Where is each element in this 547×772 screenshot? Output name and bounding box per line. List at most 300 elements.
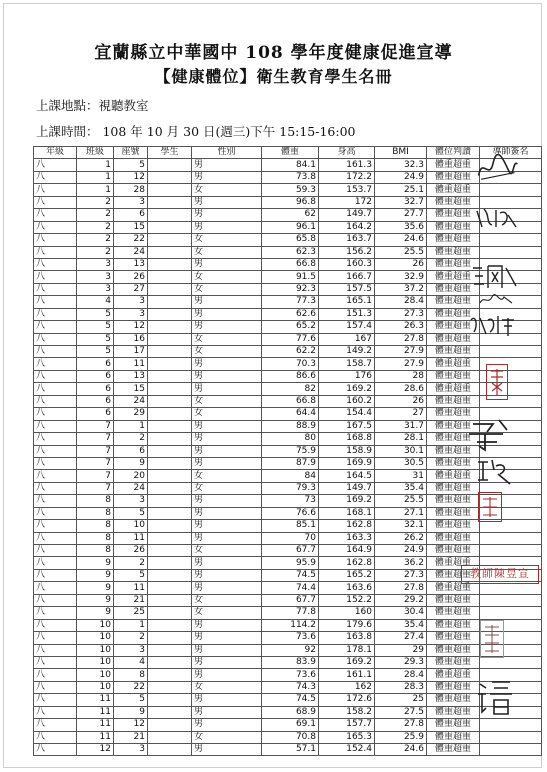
class-cell: 8: [77, 532, 114, 544]
seat-number-cell: 5: [114, 159, 148, 171]
class-cell: 6: [77, 395, 114, 407]
height-cell: 160.2: [319, 395, 375, 407]
body-type-cell: 體重超重: [427, 395, 480, 407]
weight-cell: 65.8: [262, 234, 319, 246]
seat-number-cell: 1: [114, 619, 148, 631]
weight-cell: 77.6: [262, 333, 319, 345]
body-type-cell: 體重超重: [427, 694, 480, 706]
body-type-cell: 體重超重: [427, 184, 480, 196]
weight-cell: 85.1: [262, 520, 319, 532]
student-name-cell: [148, 507, 192, 519]
seat-number-cell: 12: [114, 321, 148, 333]
bmi-cell: 26.2: [375, 532, 427, 544]
gender-cell: 男: [192, 171, 262, 183]
column-header: 體重: [262, 147, 319, 159]
height-cell: 162.8: [319, 557, 375, 569]
class-cell: 10: [77, 644, 114, 656]
body-type-cell: 體重超重: [427, 520, 480, 532]
handwritten-signature: [468, 312, 518, 342]
bmi-cell: 32.1: [375, 520, 427, 532]
grade-cell: 八: [34, 495, 77, 507]
body-type-cell: 體重超重: [427, 719, 480, 731]
grade-cell: 八: [34, 196, 77, 208]
grade-cell: 八: [34, 731, 77, 743]
gender-cell: 男: [192, 656, 262, 668]
height-cell: 163.7: [319, 234, 375, 246]
bmi-cell: 25.1: [375, 184, 427, 196]
student-name-cell: [148, 408, 192, 420]
height-cell: 152.2: [319, 594, 375, 606]
height-cell: 164.2: [319, 221, 375, 233]
student-name-cell: [148, 532, 192, 544]
gender-cell: 女: [192, 408, 262, 420]
weight-cell: 74.5: [262, 569, 319, 581]
grade-cell: 八: [34, 308, 77, 320]
bmi-cell: 30.4: [375, 607, 427, 619]
table-row: [34, 632, 542, 644]
class-cell: 3: [77, 271, 114, 283]
height-cell: 165.2: [319, 569, 375, 581]
body-type-cell: 體重超重: [427, 607, 480, 619]
bmi-cell: 26: [375, 258, 427, 270]
weight-cell: 73.6: [262, 632, 319, 644]
student-name-cell: [148, 744, 192, 756]
weight-cell: 66.8: [262, 258, 319, 270]
seal-stamp: [486, 364, 508, 400]
class-cell: 9: [77, 607, 114, 619]
weight-cell: 83.9: [262, 656, 319, 668]
bmi-cell: 26.3: [375, 321, 427, 333]
grade-cell: 八: [34, 333, 77, 345]
gender-cell: 女: [192, 346, 262, 358]
student-name-cell: [148, 706, 192, 718]
teacher-name-stamp: 教師陳昱宣: [461, 565, 539, 584]
bmi-cell: 24.9: [375, 171, 427, 183]
bmi-cell: 24.6: [375, 744, 427, 756]
gender-cell: 男: [192, 569, 262, 581]
class-cell: 5: [77, 333, 114, 345]
bmi-cell: 29.2: [375, 594, 427, 606]
student-name-cell: [148, 234, 192, 246]
table-row: [34, 607, 542, 619]
class-cell: 7: [77, 420, 114, 432]
gender-cell: 男: [192, 520, 262, 532]
column-header: 年級: [34, 147, 77, 159]
bmi-cell: 37.2: [375, 283, 427, 295]
grade-cell: 八: [34, 644, 77, 656]
seat-number-cell: 9: [114, 706, 148, 718]
column-header: 學生: [148, 147, 192, 159]
grade-cell: 八: [34, 520, 77, 532]
table-row: [34, 731, 542, 743]
table-row: [34, 258, 542, 270]
grade-cell: 八: [34, 582, 77, 594]
seat-number-cell: 20: [114, 470, 148, 482]
gender-cell: 男: [192, 383, 262, 395]
gender-cell: 男: [192, 321, 262, 333]
table-header: [34, 147, 542, 159]
weight-cell: 64.4: [262, 408, 319, 420]
height-cell: 164.9: [319, 545, 375, 557]
class-cell: 6: [77, 370, 114, 382]
weight-cell: 67.7: [262, 545, 319, 557]
weight-cell: 73: [262, 495, 319, 507]
class-cell: 7: [77, 482, 114, 494]
body-type-cell: 體重超重: [427, 582, 480, 594]
height-cell: 179.6: [319, 619, 375, 631]
body-type-cell: 體重超重: [427, 545, 480, 557]
class-cell: 2: [77, 209, 114, 221]
weight-cell: 86.6: [262, 370, 319, 382]
gender-cell: 女: [192, 271, 262, 283]
grade-cell: 八: [34, 321, 77, 333]
body-type-cell: 體重超重: [427, 594, 480, 606]
gender-cell: 男: [192, 420, 262, 432]
bmi-cell: 27.1: [375, 507, 427, 519]
height-cell: 163.6: [319, 582, 375, 594]
weight-cell: 68.9: [262, 706, 319, 718]
weight-cell: 73.6: [262, 669, 319, 681]
gender-cell: 男: [192, 258, 262, 270]
class-cell: 4: [77, 296, 114, 308]
grade-cell: 八: [34, 507, 77, 519]
seat-number-cell: 5: [114, 569, 148, 581]
gender-cell: 男: [192, 744, 262, 756]
gender-cell: 女: [192, 234, 262, 246]
class-cell: 10: [77, 632, 114, 644]
class-cell: 6: [77, 383, 114, 395]
teacher-signature-cell: [480, 234, 542, 246]
table-row: [34, 159, 542, 171]
seat-number-cell: 13: [114, 370, 148, 382]
seat-number-cell: 6: [114, 445, 148, 457]
body-type-cell: 體重超重: [427, 569, 480, 581]
height-cell: 166.7: [319, 271, 375, 283]
column-header: 導師簽名: [480, 147, 542, 159]
grade-cell: 八: [34, 346, 77, 358]
gender-cell: 女: [192, 184, 262, 196]
bmi-cell: 29.3: [375, 656, 427, 668]
grade-cell: 八: [34, 607, 77, 619]
weight-cell: 59.3: [262, 184, 319, 196]
seat-number-cell: 9: [114, 457, 148, 469]
height-cell: 151.3: [319, 308, 375, 320]
seat-number-cell: 27: [114, 283, 148, 295]
table-row: [34, 520, 542, 532]
body-type-cell: 體重超重: [427, 283, 480, 295]
class-cell: 1: [77, 171, 114, 183]
height-cell: 165.1: [319, 296, 375, 308]
student-name-cell: [148, 296, 192, 308]
table-row: [34, 271, 542, 283]
bmi-cell: 25.5: [375, 495, 427, 507]
bmi-cell: 27.8: [375, 719, 427, 731]
body-type-cell: 體重超重: [427, 383, 480, 395]
grade-cell: 八: [34, 457, 77, 469]
class-cell: 8: [77, 520, 114, 532]
student-name-cell: [148, 246, 192, 258]
gender-cell: 男: [192, 370, 262, 382]
bmi-cell: 28.4: [375, 669, 427, 681]
grade-cell: 八: [34, 184, 77, 196]
table-row: [34, 246, 542, 258]
weight-cell: 82: [262, 383, 319, 395]
weight-cell: 88.9: [262, 420, 319, 432]
gender-cell: 男: [192, 619, 262, 631]
gender-cell: 男: [192, 706, 262, 718]
class-cell: 2: [77, 234, 114, 246]
table-row: [34, 694, 542, 706]
bmi-cell: 27.3: [375, 308, 427, 320]
body-type-cell: 體重超重: [427, 171, 480, 183]
body-type-cell: 體重超重: [427, 532, 480, 544]
table-row: [34, 321, 542, 333]
body-type-cell: 體重超重: [427, 495, 480, 507]
body-type-cell: 體重超重: [427, 159, 480, 171]
height-cell: 157.5: [319, 283, 375, 295]
weight-cell: 74.5: [262, 694, 319, 706]
body-type-cell: 體重超重: [427, 557, 480, 569]
height-cell: 158.7: [319, 358, 375, 370]
body-type-cell: 體重超重: [427, 321, 480, 333]
gender-cell: 男: [192, 495, 262, 507]
body-type-cell: 體重超重: [427, 370, 480, 382]
student-name-cell: [148, 395, 192, 407]
document-subtitle: 【健康體位】衛生教育學生名冊: [154, 67, 393, 86]
table-row: [34, 346, 542, 358]
grade-cell: 八: [34, 632, 77, 644]
class-cell: 5: [77, 321, 114, 333]
seat-number-cell: 11: [114, 582, 148, 594]
body-type-cell: 體重超重: [427, 408, 480, 420]
bmi-cell: 30.1: [375, 445, 427, 457]
height-cell: 158.2: [319, 706, 375, 718]
grade-cell: 八: [34, 370, 77, 382]
table-row: [34, 370, 542, 382]
grade-cell: 八: [34, 246, 77, 258]
table-row: [34, 545, 542, 557]
student-name-cell: [148, 681, 192, 693]
bmi-cell: 35.6: [375, 221, 427, 233]
grade-cell: 八: [34, 420, 77, 432]
seat-number-cell: 3: [114, 296, 148, 308]
seat-number-cell: 17: [114, 346, 148, 358]
seat-number-cell: 28: [114, 184, 148, 196]
gender-cell: 女: [192, 470, 262, 482]
height-cell: 158.9: [319, 445, 375, 457]
student-name-cell: [148, 557, 192, 569]
table-row: [34, 234, 542, 246]
class-cell: 6: [77, 408, 114, 420]
weight-cell: 70.3: [262, 358, 319, 370]
bmi-cell: 32.7: [375, 196, 427, 208]
gender-cell: 男: [192, 221, 262, 233]
seat-number-cell: 3: [114, 644, 148, 656]
seat-number-cell: 5: [114, 507, 148, 519]
gender-cell: 男: [192, 433, 262, 445]
height-cell: 160: [319, 607, 375, 619]
height-cell: 163.3: [319, 532, 375, 544]
gender-cell: 女: [192, 333, 262, 345]
table-row: [34, 482, 542, 494]
seat-number-cell: 24: [114, 482, 148, 494]
height-cell: 154.4: [319, 408, 375, 420]
seat-number-cell: 16: [114, 333, 148, 345]
body-type-cell: 體重超重: [427, 632, 480, 644]
body-type-cell: 體重超重: [427, 744, 480, 756]
seat-number-cell: 3: [114, 744, 148, 756]
seat-number-cell: 12: [114, 171, 148, 183]
weight-cell: 74.3: [262, 681, 319, 693]
table-row: [34, 283, 542, 295]
class-cell: 9: [77, 582, 114, 594]
weight-cell: 87.9: [262, 457, 319, 469]
bmi-cell: 25.5: [375, 246, 427, 258]
seat-number-cell: 8: [114, 669, 148, 681]
table-row: [34, 308, 542, 320]
table-row: [34, 171, 542, 183]
gender-cell: 男: [192, 644, 262, 656]
seat-number-cell: 1: [114, 420, 148, 432]
teacher-signature-cell: [480, 346, 542, 358]
table-row: [34, 719, 542, 731]
height-cell: 149.2: [319, 346, 375, 358]
weight-cell: 96.8: [262, 196, 319, 208]
seat-number-cell: 3: [114, 308, 148, 320]
grade-cell: 八: [34, 532, 77, 544]
seat-number-cell: 22: [114, 234, 148, 246]
body-type-cell: 體重超重: [427, 445, 480, 457]
grade-cell: 八: [34, 296, 77, 308]
grade-cell: 八: [34, 171, 77, 183]
seat-number-cell: 12: [114, 719, 148, 731]
student-name-cell: [148, 383, 192, 395]
body-type-cell: 體重超重: [427, 196, 480, 208]
bmi-cell: 28.6: [375, 383, 427, 395]
table-row: [34, 383, 542, 395]
seat-number-cell: 11: [114, 358, 148, 370]
seat-number-cell: 24: [114, 246, 148, 258]
class-cell: 7: [77, 470, 114, 482]
student-name-cell: [148, 669, 192, 681]
body-type-cell: 體重超重: [427, 669, 480, 681]
handwritten-signature: [474, 205, 518, 235]
student-name-cell: [148, 196, 192, 208]
column-header: 身高: [319, 147, 375, 159]
weight-cell: 62.3: [262, 246, 319, 258]
height-cell: 172.6: [319, 694, 375, 706]
height-cell: 161.1: [319, 669, 375, 681]
class-cell: 1: [77, 159, 114, 171]
grade-cell: 八: [34, 719, 77, 731]
grade-cell: 八: [34, 594, 77, 606]
height-cell: 168.1: [319, 507, 375, 519]
gender-cell: 女: [192, 594, 262, 606]
grade-cell: 八: [34, 234, 77, 246]
student-name-cell: [148, 308, 192, 320]
body-type-cell: 體重超重: [427, 209, 480, 221]
height-cell: 167.5: [319, 420, 375, 432]
body-type-cell: 體重超重: [427, 258, 480, 270]
weight-cell: 66.8: [262, 395, 319, 407]
weight-cell: 65.2: [262, 321, 319, 333]
student-name-cell: [148, 346, 192, 358]
grade-cell: 八: [34, 383, 77, 395]
gender-cell: 男: [192, 296, 262, 308]
class-cell: 11: [77, 719, 114, 731]
weight-cell: 95.9: [262, 557, 319, 569]
teacher-signature-cell: [480, 545, 542, 557]
handwritten-signature: [478, 292, 514, 311]
table-row: [34, 594, 542, 606]
table-row: [34, 470, 542, 482]
bmi-cell: 31.7: [375, 420, 427, 432]
height-cell: 169.9: [319, 457, 375, 469]
class-cell: 11: [77, 694, 114, 706]
seal-stamp: [480, 620, 504, 658]
bmi-cell: 27.8: [375, 333, 427, 345]
student-name-cell: [148, 644, 192, 656]
bmi-cell: 35.4: [375, 619, 427, 631]
bmi-cell: 36.2: [375, 557, 427, 569]
student-name-cell: [148, 656, 192, 668]
student-name-cell: [148, 495, 192, 507]
body-type-cell: 體重超重: [427, 731, 480, 743]
class-cell: 2: [77, 221, 114, 233]
height-cell: 168.8: [319, 433, 375, 445]
gender-cell: 女: [192, 731, 262, 743]
student-name-cell: [148, 420, 192, 432]
body-type-cell: 體重超重: [427, 221, 480, 233]
bmi-cell: 27.3: [375, 569, 427, 581]
seat-number-cell: 21: [114, 594, 148, 606]
student-name-cell: [148, 545, 192, 557]
table-row: [34, 644, 542, 656]
bmi-cell: 25.9: [375, 731, 427, 743]
gender-cell: 男: [192, 209, 262, 221]
body-type-cell: 體重超重: [427, 420, 480, 432]
grade-cell: 八: [34, 669, 77, 681]
handwritten-signature: [470, 262, 518, 296]
student-name-cell: [148, 184, 192, 196]
gender-cell: 女: [192, 545, 262, 557]
teacher-signature-cell: [480, 731, 542, 743]
handwritten-signature: [463, 418, 521, 460]
student-name-cell: [148, 632, 192, 644]
gender-cell: 女: [192, 482, 262, 494]
table-row: [34, 495, 542, 507]
bmi-cell: 31: [375, 470, 427, 482]
seat-number-cell: 15: [114, 383, 148, 395]
gender-cell: 男: [192, 719, 262, 731]
weight-cell: 76.6: [262, 507, 319, 519]
weight-cell: 57.1: [262, 744, 319, 756]
student-name-cell: [148, 569, 192, 581]
gender-cell: 女: [192, 395, 262, 407]
body-type-cell: 體重超重: [427, 619, 480, 631]
seat-number-cell: 11: [114, 532, 148, 544]
student-name-cell: [148, 470, 192, 482]
column-header: 班級: [77, 147, 114, 159]
weight-cell: 69.1: [262, 719, 319, 731]
seat-number-cell: 10: [114, 520, 148, 532]
gender-cell: 男: [192, 557, 262, 569]
height-cell: 178.1: [319, 644, 375, 656]
column-header: BMI: [375, 147, 427, 159]
height-cell: 169.2: [319, 495, 375, 507]
seat-number-cell: 2: [114, 557, 148, 569]
class-cell: 8: [77, 507, 114, 519]
